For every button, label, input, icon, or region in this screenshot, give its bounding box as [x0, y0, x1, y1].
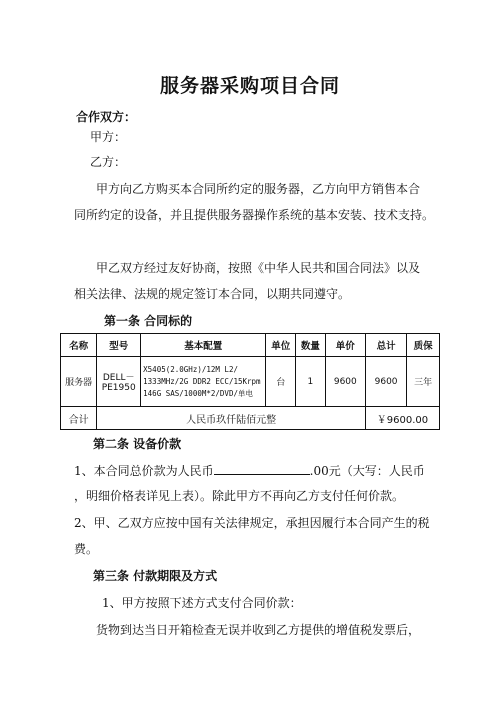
table-total-row	[61, 407, 440, 430]
table-row	[61, 357, 440, 407]
party-b-label: 乙方：	[90, 155, 127, 169]
article-3-paragraph-2: 货物到达当日开箱检查无误并收到乙方提供的增值税发票后，	[96, 623, 421, 637]
header-unit: 单位	[266, 334, 296, 357]
article-2-heading: 第二条 设备价款	[93, 437, 182, 451]
article-3-paragraph-1: 1、甲方按照下述方式支付合同价款：	[102, 596, 302, 610]
cell-unit: 台	[266, 357, 296, 407]
cell-total: 9600	[365, 357, 406, 407]
cell-model-line-2: PE1950	[101, 383, 136, 393]
header-model: 型号	[97, 334, 141, 357]
cell-model-line-1: DELL－	[102, 373, 135, 383]
cell-config-line-2: 1333MHz/2G DDR2 ECC/15Krpm	[143, 376, 261, 386]
header-name: 名称	[61, 334, 97, 357]
cell-model	[97, 357, 141, 407]
article-2-paragraph-1-line-2: ，明细价格表详见上表）。除此甲方不再向乙方支付任何价款。	[74, 489, 405, 503]
table-header-row	[61, 334, 440, 357]
header-total: 总计	[365, 334, 406, 357]
article-3-heading: 第三条 付款期限及方式	[93, 569, 218, 583]
cell-total-words: 人民币玖仟陆佰元整	[97, 407, 366, 430]
paragraph-2-line-1: 甲乙双方经过友好协商，按照《中华人民共和国合同法》以及	[96, 261, 421, 275]
party-a-label: 甲方：	[90, 130, 127, 144]
paragraph-1-line-2: 同所约定的设备，并且提供服务器操作系统的基本安装、技术支持。	[74, 208, 435, 222]
cell-config	[141, 357, 266, 407]
cell-config-line-3: 146G SAS/1000M*2/DVD/单电	[143, 388, 253, 398]
cell-config-line-1: X5405(2.0GHz)/12M L2/	[143, 364, 238, 374]
goods-table	[60, 333, 440, 430]
header-config: 基本配置	[141, 334, 266, 357]
cell-total-amount: ￥9600.00	[365, 407, 439, 430]
header-qty: 数量	[296, 334, 326, 357]
page-title: 服务器采购项目合同	[159, 75, 340, 97]
cell-price: 9600	[325, 357, 365, 407]
amount-blank-underline	[214, 462, 310, 475]
article-2-paragraph-2-line-1: 2、甲、乙双方应按中国有关法律规定，承担因履行本合同产生的税	[74, 516, 430, 530]
cell-qty: 1	[296, 357, 326, 407]
a2-p1-prefix: 1、本合同总价款为人民币	[74, 464, 214, 478]
cell-name: 服务器	[61, 357, 97, 407]
header-price: 单价	[325, 334, 365, 357]
cell-warranty: 三年	[407, 357, 440, 407]
cell-total-label: 合计	[61, 407, 97, 430]
parties-label: 合作双方：	[76, 110, 137, 124]
article-2-paragraph-2-line-2: 费。	[74, 542, 99, 556]
paragraph-2-line-2: 相关法律、法规的规定签订本合同，以期共同遵守。	[74, 287, 351, 301]
paragraph-1-line-1: 甲方向乙方购买本合同所约定的服务器，乙方向甲方销售本合	[96, 182, 421, 196]
header-warranty: 质保	[407, 334, 440, 357]
a2-p1-suffix: .00元（大写：人民币	[309, 464, 425, 478]
article-1-heading: 第一条 合同标的	[104, 314, 193, 328]
article-2-paragraph-1-line-1	[74, 462, 425, 479]
